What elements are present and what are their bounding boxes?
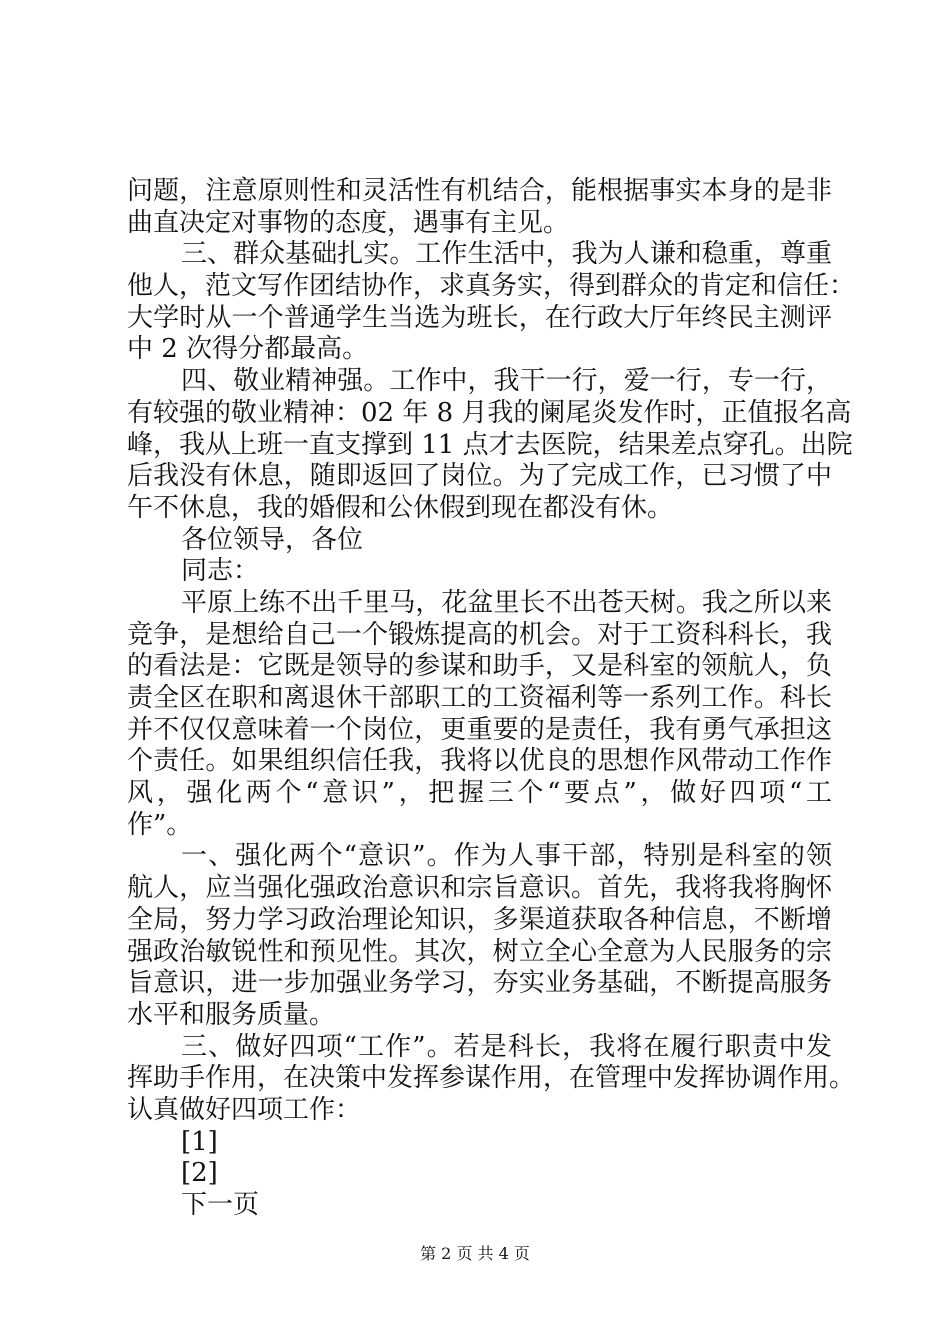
text-line: 大学时从一个普通学生当选为班长，在行政大厅年终民主测评 [127, 302, 832, 333]
page-link-1[interactable]: [1] [181, 1126, 218, 1157]
text-line: 责全区在职和离退休干部职工的工资福利等一系列工作。科长 [127, 683, 832, 713]
salutation: 同志： [181, 556, 260, 587]
text-line: 挥助手作用，在决策中发挥参谋作用，在管理中发挥协调作用。 [127, 1063, 856, 1094]
text-line: 并不仅仅意味着一个岗位，更重要的是责任，我有勇气承担这 [127, 714, 832, 745]
text-line: 作”。 [127, 809, 193, 840]
text-line: 旨意识，进一步加强业务学习，夯实业务基础，不断提高服务 [127, 968, 832, 999]
text-line: 强政治敏锐性和预见性。其次，树立全心全意为人民服务的宗 [127, 936, 832, 967]
paragraph-start: 平原上练不出千里马，花盆里长不出苍天树。我之所以来 [181, 587, 832, 618]
next-page-link[interactable]: 下一页 [181, 1190, 260, 1220]
page-link-2[interactable]: [2] [181, 1158, 218, 1189]
text-line: 午不休息，我的婚假和公休假到现在都没有休。 [127, 492, 674, 523]
paragraph-start: 一、强化两个“意识”。作为人事干部，特别是科室的领 [181, 841, 832, 872]
salutation: 各位领导，各位 [181, 524, 364, 555]
text-line: 风，强化两个“意识”，把握三个“要点”，做好四项“工 [127, 778, 832, 809]
text-line: 竞争，是想给自己一个锻炼提高的机会。对于工资科科长，我 [127, 619, 832, 650]
text-line: 曲直决定对事物的态度，遇事有主见。 [127, 207, 570, 238]
text-line: 峰，我从上班一直支撑到 11 点才去医院，结果差点穿孔。出院 [127, 429, 853, 460]
text-line: 他人，范文写作团结协作，求真务实，得到群众的肯定和信任： [127, 271, 856, 302]
text-line: 全局，努力学习政治理论知识，多渠道获取各种信息，不断增 [127, 904, 832, 935]
text-line: 后我没有休息，随即返回了岗位。为了完成工作，已习惯了中 [127, 461, 832, 492]
text-line: 航人，应当强化强政治意识和宗旨意识。首先，我将我将胸怀 [127, 873, 832, 904]
text-line: 的看法是：它既是领导的参谋和助手，又是科室的领航人，负 [127, 651, 832, 682]
text-line: 问题，注意原则性和灵活性有机结合，能根据事实本身的是非 [127, 176, 832, 206]
text-line: 中 2 次得分都最高。 [127, 334, 369, 365]
text-line: 有较强的敬业精神：02 年 8 月我的阑尾炎发作时，正值报名高 [127, 397, 852, 428]
text-line: 水平和服务质量。 [127, 999, 336, 1030]
paragraph-start: 三、群众基础扎实。工作生活中，我为人谦和稳重，尊重 [181, 239, 832, 270]
text-line: 个责任。如果组织信任我，我将以优良的思想作风带动工作作 [127, 746, 832, 777]
text-line: 认真做好四项工作： [127, 1094, 362, 1125]
paragraph-start: 四、敬业精神强。工作中，我干一行，爱一行，专一行， [181, 366, 832, 397]
document-body [127, 176, 856, 1222]
page-number-footer: 第 2 页 共 4 页 [420, 1244, 530, 1263]
paragraph-start: 三、做好四项“工作”。若是科长，我将在履行职责中发 [181, 1031, 832, 1062]
